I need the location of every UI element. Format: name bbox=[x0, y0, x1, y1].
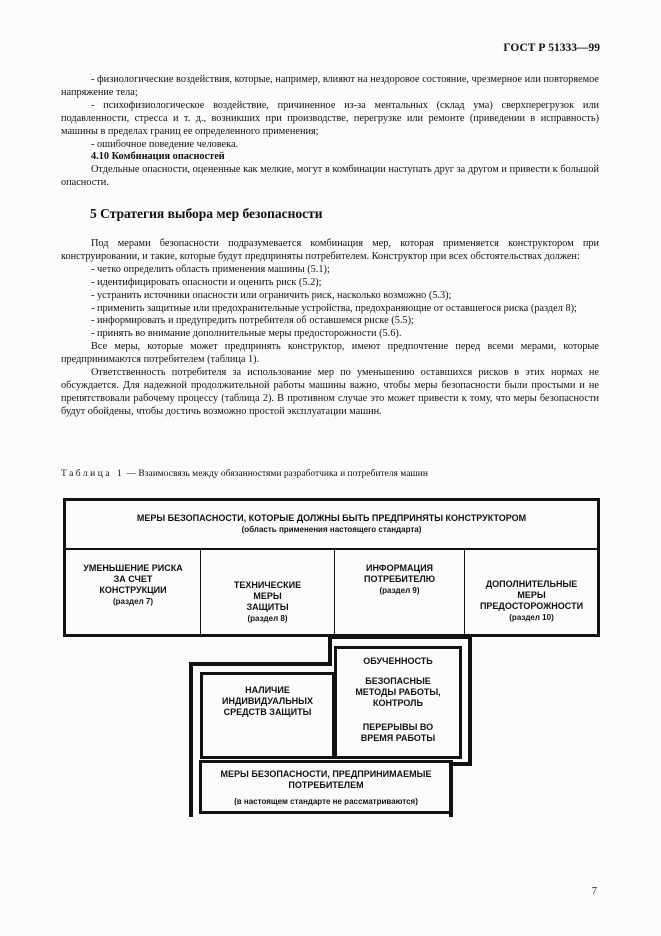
document-code: ГОСТ Р 51333—99 bbox=[503, 42, 600, 54]
additional-precautions: ДОПОЛНИТЕЛЬНЫЕ МЕРЫ ПРЕДОСТОРОЖНОСТИ (раздел 10) bbox=[479, 579, 584, 622]
paragraph: - психофизиологическое воздействие, причиненное из-за ментальных (склад ума) сверхперегрузок или подавленности, стресса и т. д., возникших при производстве, перегрузке или ремонте (приведении в исправность) машины в пределах границ ее определенного применения; bbox=[61, 99, 599, 137]
user-measures-subtitle: (в настоящем стандарте не рассматриваются) bbox=[234, 797, 418, 806]
list-item: - принять во внимание дополнительные меры предосторожности (5.6). bbox=[91, 328, 402, 340]
paragraph: Все меры, которые может предпринять конструктор, имеют предпочтение перед всеми мерами, которые предпринимаются потребителем (таблица 1). bbox=[61, 341, 599, 366]
technical-protection-measures: ТЕХНИЧЕСКИЕ МЕРЫ ЗАЩИТЫ (раздел 8) bbox=[233, 580, 302, 623]
section-4-10-title: 4.10 Комбинация опасностей bbox=[91, 151, 225, 163]
paragraph: - физиологические воздействия, которые, например, влияют на нездоровое состояние, чрезмерное или повторяемое напряжение тела; bbox=[61, 74, 599, 98]
list-item: - информировать и предупредить потребителя об оставшемся риске (5.5); bbox=[91, 315, 414, 327]
paragraph: - ошибочное поведение человека. bbox=[91, 138, 239, 150]
list-item: - четко определить область применения машины (5.1); bbox=[91, 263, 330, 275]
table-caption-label: Таблица 1 bbox=[61, 469, 125, 479]
list-item: - устранить источники опасности или ограничить риск, насколько возможно (5.3); bbox=[91, 289, 452, 301]
user-information: ИНФОРМАЦИЯ ПОТРЕБИТЕЛЮ (раздел 9) bbox=[363, 563, 435, 595]
list-item: - применить защитные или предохранительные устройства, предохраняющие от оставшегося риска (раздел 8); bbox=[91, 302, 577, 314]
paragraph: Под мерами безопасности подразумевается комбинация мер, которая применяется конструктором при конструировании, и такие, которые будут предприняты потребителем. Конструктор при всех обстоятельствах должен: bbox=[61, 238, 599, 262]
personal-protective-equipment: НАЛИЧИЕ ИНДИВИДУАЛЬНЫХ СРЕДСТВ ЗАЩИТЫ bbox=[222, 685, 313, 717]
list-item: - идентифицировать опасности и оценить риск (5.2); bbox=[91, 276, 322, 288]
designer-measures-title: МЕРЫ БЕЗОПАСНОСТИ, КОТОРЫЕ ДОЛЖНЫ БЫТЬ ПРЕДПРИНЯТЫ КОНСТРУКТОРОМ (область применения настоящего стандарта) bbox=[66, 513, 597, 535]
section-5-title: 5 Стратегия выбора мер безопасности bbox=[90, 206, 323, 221]
safe-work-methods: БЕЗОПАСНЫЕ МЕТОДЫ РАБОТЫ, КОНТРОЛЬ bbox=[355, 676, 441, 708]
table-caption-text: — Взаимосвязь между обязанностями разработчика и потребителя машин bbox=[124, 469, 428, 479]
paragraph: Ответственность потребителя за использование мер по уменьшению оставшихся рисков в этих нормах не обсуждается. Для надежной продолжительной работы машины важно, чтобы меры безопасности были простыми и не препятствовали рабочему процессу (таблица 2). В противном случае это может привести к тому, что меры безопасности будут обойдены, чтобы достичь возможно простой эксплуатации машин. bbox=[61, 367, 599, 417]
paragraph: Отдельные опасности, оцененные как мелкие, могут в комбинации наступать друг за другом и привести к большой опасности. bbox=[61, 164, 599, 189]
work-breaks: ПЕРЕРЫВЫ ВО ВРЕМЯ РАБОТЫ bbox=[360, 722, 436, 743]
training: ОБУЧЕННОСТЬ bbox=[363, 656, 433, 666]
user-measures-title: МЕРЫ БЕЗОПАСНОСТИ, ПРЕДПРИНИМАЕМЫЕ ПОТРЕБИТЕЛЕМ (в настоящем стандарте не рассматриваются) bbox=[202, 769, 450, 807]
design-risk-reduction: УМЕНЬШЕНИЕ РИСКА ЗА СЧЕТ КОНСТРУКЦИИ (раздел 7) bbox=[83, 563, 183, 606]
designer-measures-subtitle: (область применения настоящего стандарта) bbox=[241, 525, 422, 534]
page-number: 7 bbox=[591, 886, 597, 897]
